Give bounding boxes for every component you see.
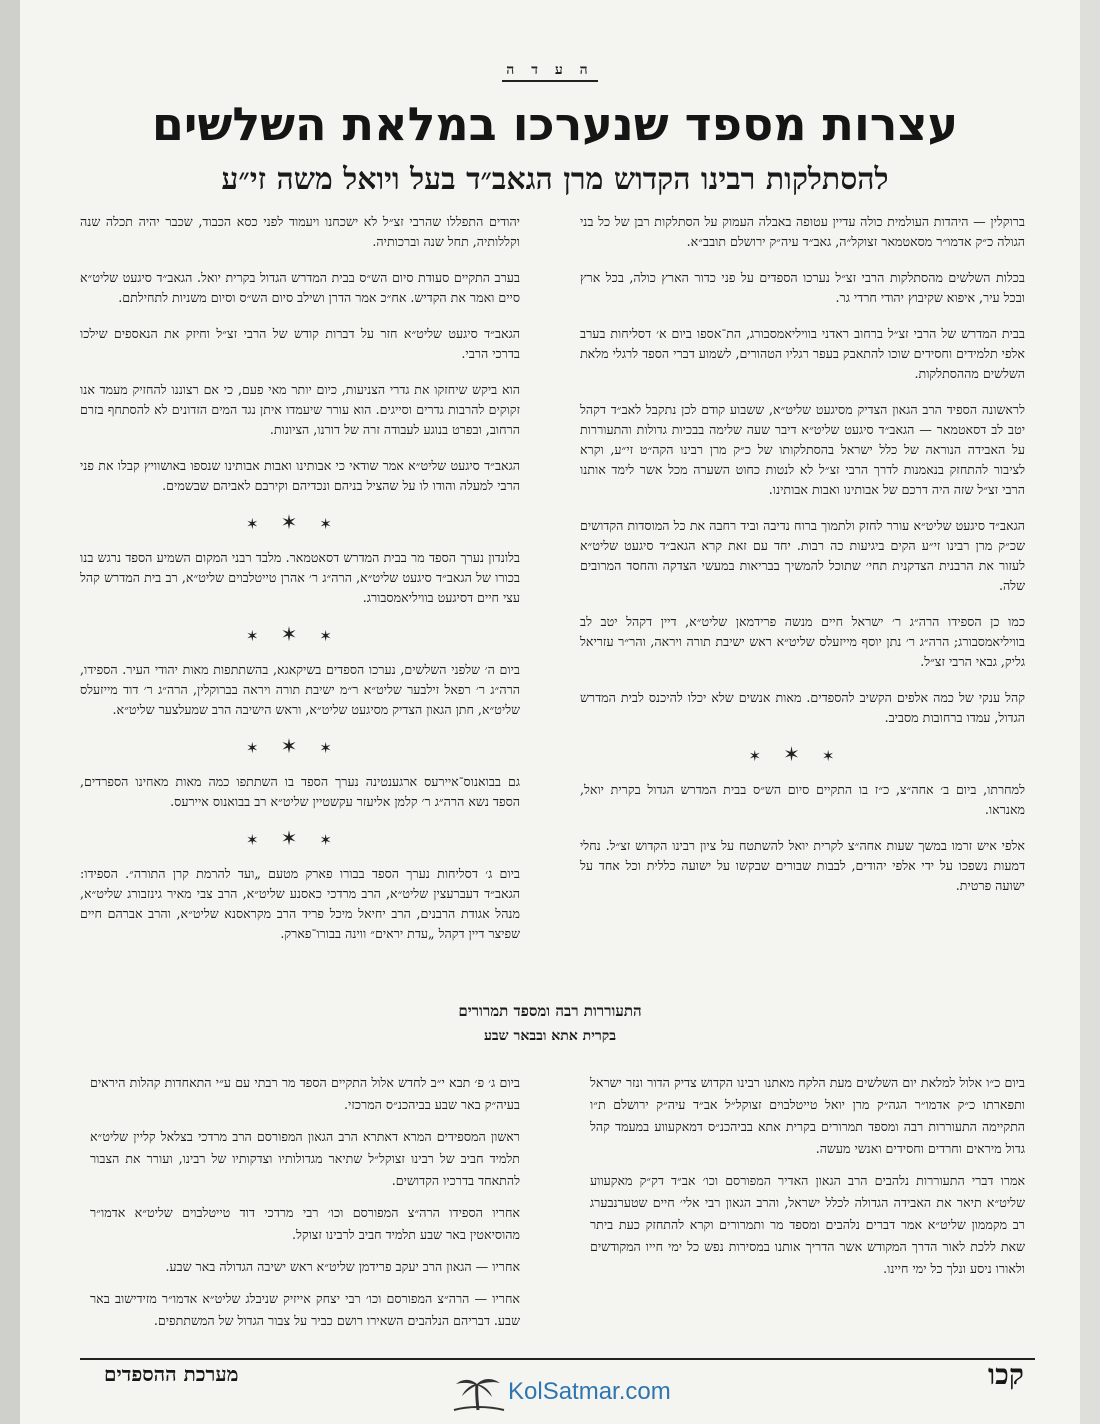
footer-section-name: מערכת ההספדים [104, 1362, 239, 1386]
paragraph: יהודים התפללו שהרבי זצ״ל לא ישכחנו ויעמוד לפני כסא הכבוד, שכבר יהיה תכלה שנה וקללותיה, תחל שנה וברכותיה. [80, 214, 520, 249]
paragraph: אחריו — הרה״צ המפורסם וכו׳ רבי יצחק אייזיק שניבלג שליט״א אדמו״ר מזידישוב באר שבע. דבריהם הנלהבים השאירו רושם כביר על צבור הגדול של המשתתפים. [90, 1291, 520, 1328]
paragraph: הגאב״ד סיגעט שליט״א אמר שודאי כי אבותינו ואבות אבותינו שנספו באושוויץ קבלו את פני הרבי למעלה והודו לו על שהציל בניהם ונכדיהם וקירבם לאביהם שבשמים. [80, 458, 520, 493]
star-divider: ✶✶✶ [246, 734, 354, 758]
page-title: עצרות מספד שנערכו במלאת השלשים [151, 97, 959, 151]
paragraph: ביום ה׳ שלפני השלשים, נערכו הספדים בשיקאגא, בהשתתפות מאות יהודי העיר. הספידו, הרה״ג ר׳ רפאל זילבער שליט״א ר״מ ישיבת תורה ויראה בברוקלין, הרה״ג ר׳ דוד מייזעלס שליט״א, חתן הגאון הצדיק מסיגעט שליט״א, וראש הישיבה הרב שמעלצער שליט״א. [80, 662, 520, 717]
paragraph: אלפי איש זרמו במשך שעות אחה״צ לקרית יואל להשתטח על ציון רבינו הקדוש זצ״ל. נחלי דמעות נשפכו על ידי אלפי יהודים, לבבות שבורים שבקשו על ישועה כללית וכל אחד על ישועה פרטית. [580, 838, 1025, 893]
section-column-right [590, 1072, 1025, 1290]
paragraph: ביום כ״ו אלול למלאת יום השלשים מעת הלקח מאתנו רבינו הקדוש צדיק הדור ונזר ישראל ותפארתו כ״ק אדמו״ר הגה״ק מרן יואל טייטלבוים זצוקל״ל אב״ד עיה״ק ירושלם ת״ו התקיימה התעוררות רבה ומספד תמרורים בקרית אתא בביהכנ״ס דמאקעווע במעמד קהל גדול מיראים וחרדים וחסידים ואנשי מעשה. [590, 1075, 1025, 1156]
star-divider: ✶✶✶ [246, 510, 354, 534]
section-title: התעוררות רבה ומספד תמרורים [458, 1002, 642, 1020]
paragraph: ראשון המספידים המרא דאתרא הרב הגאון המפורסם הרב מרדכי בצלאל קליין שליט״א תלמיד חביב של רבינו זצוקל״ל שתיאר מגדולותיו וצדקותיו של רבינו, ועורר את הצבור להתאחד בדרכיו הקדושים. [90, 1129, 520, 1188]
page-subtitle: להסתלקות רבינו הקדוש מרן הגאב״ד בעל ויואל משה זי״ע [221, 162, 889, 197]
section-kicker: ה ע ד ה [20, 62, 1080, 79]
paragraph: הוא ביקש שיחזקו את גדרי הצניעות, כיום יותר מאי פעם, כי אם רצוננו להחזיק מעמד אנו זקוקים להרבות גדרים וסייגים. הוא עורר שיעמדו איתן נגד המים הזדונים לא להסתחף בזרם הרחוב, ובפרט בנוגע לעבודה זרה של דורנו, הציונות. [80, 382, 520, 437]
watermark-text: KolSatmar.com [508, 1378, 671, 1405]
paragraph: לראשונה הספיד הרב הגאון הצדיק מסיגעט שליט״א, ששבוע קודם לכן נתקבל לאב״ד דקהל יטב לב דסאטמאר — הגאב״ד סיגעט שליט״א דיבר שעה שלימה בבכיות גדולות והתעוררות על האבידה הנוראה של כלל ישראל בהסתלקותו של כ״ק מרן רבינו הקה״ט זי״ע, וקרא לציבור להתחזק בנאמנות לדרך הרבי זצ״ל לא לנטות כחוט השערה מכל אשר לימד אותנו הרבי זצ״ל שזה היה דרכם של אבותינו ואבות אבותינו. [580, 402, 1025, 497]
scan-edge-right [1080, 0, 1100, 1424]
paragraph: בלונדון נערך הספד מר בבית המדרש דסאטמאר. מלבד רבני המקום השמיע הספד נרגש בנו בכורו של הגאב״ד סיגעט שליט״א, הרה״ג ר׳ אהרן טייטלבוים שליט״א, רב בית המדרש קהל עצי חיים דסיגעט בוויליאמסבורג. [80, 550, 520, 605]
paragraph: אמרו דברי התעוררות נלהבים הרב הגאון האדיר המפורסם וכו׳ אב״ד דק״ק מאקעווע שליט״א תיאר את האבידה הגדולה לכלל ישראל, והרב הגאון רבי אלי׳ חיים שטערנבערג רב מקממון שליט״א אמר דברים נלהבים ומספד מר ותמרורים וקרא להתחזק כעת ביתר שאת ללכת לאור הדרך המקודש אשר הדריך אותנו במסירות נפש כל ימי חייו המקודשים ולאורו ניסע ונלך כל ימי חיינו. [590, 1173, 1025, 1276]
section-subtitle: בקרית אתא ובבאר שבע [484, 1028, 616, 1044]
paragraph: גם בבואנוס־איירעס ארגענטינה נערך הספד בו השתתפו כמה מאות מאחינו הספרדים, הספד נשא הרה״ג ר׳ קלמן אליעזר עקשטיין שליט״א רב בבואנוס איירעס. [80, 774, 520, 809]
newspaper-page [20, 0, 1080, 1424]
paragraph: אחריו — הגאון הרב יעקב פרידמן שליט״א ראש ישיבה הגדולה באר שבע. [165, 1259, 520, 1274]
kolsatmar-watermark [450, 1372, 680, 1412]
paragraph: ביום ג׳ דסליחות נערך הספד בבורו פארק מטעם „ועד להרמת קרן התורה״. הספידו: הגאב״ד דעברעצין שליט״א, הרב מרדכי כאסנע שליט״א, הרב צבי מאיר גינזבורג שליט״א, מנהל אגודת הרבנים, הרב יחיאל מיכל פריד הרב מקראסנא שליט״א, והרב אברהם חיים שפיצר דיין דקהל „עדת יראים״ ווינה בבורו־פארק. [80, 866, 520, 941]
paragraph: ביום ג׳ פ׳ תבא י״ב לחדש אלול התקיים הספד מר רבתי עם ע״י התאחדות קהלות היראים בעיה״ק באר שבע בביהכנ״ס המרכזי. [90, 1075, 520, 1112]
scan-edge-left [0, 0, 20, 1424]
paragraph: בכלות השלשים מהסתלקות הרבי זצ״ל נערכו הספדים על פני כדור הארץ כולה, בכל ארץ ובכל עיר, איפוא שקיבוץ יהודי חרדי גר. [580, 270, 1025, 305]
paragraph: ברוקלין — היהדות העולמית כולה עדיין עטופה באבלה העמוק על הסתלקות רבן של כל בני הגולה כ״ק אדמו״ר מסאטמאר זצוקל״ה, גאב״ד עיה״ק ירושלם תובב״א. [580, 214, 1025, 249]
article-column-right [580, 212, 1025, 912]
star-divider: ✶✶✶ [748, 742, 857, 766]
paragraph: למחרתו, ביום ב׳ אחה״צ, כ״ז בו התקיים סיום הש״ס בבית המדרש הגדול בקרית יואל, מאנראו. [580, 782, 1025, 817]
footer-divider [80, 1358, 1035, 1360]
page-number: קכו [988, 1358, 1024, 1391]
star-divider: ✶✶✶ [246, 622, 354, 646]
paragraph: הגאב״ד סיגעט שליט״א חזר על דברות קודש של הרבי זצ״ל וחיזק את הנאספים שילכו בדרכי הרבי. [80, 326, 520, 361]
paragraph: הגאב״ד סיגעט שליט״א עורר לחזק ולתמוך ברוח נדיבה וביד רחבה את כל המוסדות הקדושים שכ״ק מרן רבינו זי״ע הקים ביגיעות כה רבות. יחד עם זאת קרא הגאב״ד סיגעט שליט״א לעזור את הרבנית הצדקנית תחי׳ שתוכל להמשיך בבריאות במעשי הצדקה והחסד המרובים שלה. [580, 518, 1025, 593]
star-divider: ✶✶✶ [246, 826, 354, 850]
paragraph: כמו כן הספידו הרה״ג ר׳ ישראל חיים מנשה פרידמאן שליט״א, דיין דקהל יטב לב בוויליאמסבורג; הרה״ג ר׳ נתן יוסף מייזעלס שליט״א ראש ישיבת תורה ויראה, והר״ר עזריאל גליק, גבאי הרבי זצ״ל. [580, 614, 1025, 669]
paragraph: אחריו הספידו הרה״צ המפורסם וכו׳ רבי מרדכי דוד טייטלבוים שליט״א אדמו״ר מהוסיאטין באר שבע תלמיד חביב לרבינו זצוקל. [90, 1205, 520, 1242]
paragraph: בבית המדרש של הרבי זצ״ל ברחוב ראדני בוויליאמסבורג, הת־אספו ביום א׳ דסליחות בערב אלפי תלמידים וחסידים שוכו להתאבק בעפר רגליו הטהורים, לשמוע דברי הספד לרגלי מלאת השלשים מההסתלקות. [580, 326, 1025, 381]
section-column-left [90, 1072, 520, 1342]
palm-tree-icon [450, 1372, 506, 1412]
article-column-left [80, 212, 520, 960]
paragraph: קהל ענקי של כמה אלפים הקשיב להספדים. מאות אנשים שלא יכלו להיכנס לבית המדרש הגדול, עמדו ברחובות מסביב. [580, 690, 1025, 725]
paragraph: בערב התקיים סעודת סיום הש״ס בבית המדרש הגדול בקרית יואל. הגאב״ד סיגעט שליט״א סיים ואמר את הקדיש. אח״כ אמר הדרן ושילב סיום הש״ס וסיום משניות לתחילתם. [80, 270, 520, 305]
